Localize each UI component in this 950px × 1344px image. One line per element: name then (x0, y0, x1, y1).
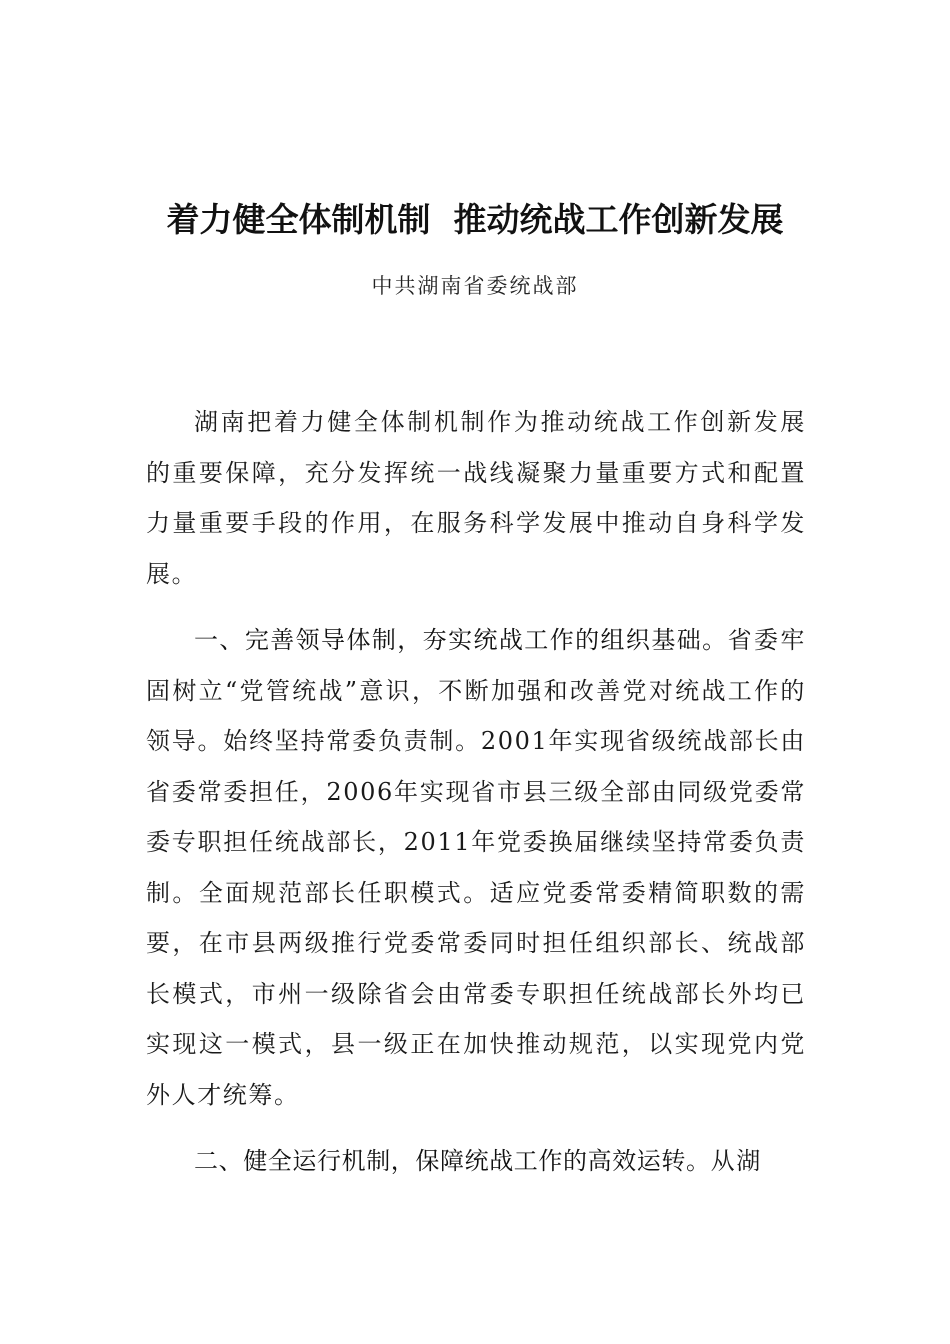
section-1-paragraph (146, 615, 806, 1120)
document-body (146, 397, 806, 1203)
section-1-text: 省委牢固树立“党管统战”意识，不断加强和改善党对统战工作的领导。始终坚持常委负责制。2001年实现省级统战部长由省委常委担任，2006年实现省市县三级全部由同级党委常委专职担任统战部长，2011年党委换届继续坚持常委负责制。全面规范部长任职模式。适应党委常委精简职数的需要，在市县两级推行党委常委同时担任组织部长、统战部长模式，市州一级除省会由常委专职担任统战部长外均已实现这一模式，县一级正在加快推动规范，以实现党内党外人才统筹。 (146, 626, 806, 1109)
document-title: 着力健全体制机制 推动统战工作创新发展 (166, 200, 784, 239)
document-author: 中共湖南省委统战部 (371, 274, 579, 298)
intro-paragraph: 湖南把着力健全体制机制作为推动统战工作创新发展的重要保障，充分发挥统一战线凝聚力量重要方式和配置力量重要手段的作用，在服务科学发展中推动自身科学发展。 (146, 408, 806, 588)
section-2-heading: 二、健全运行机制，保障统战工作的高效运转。 (194, 1147, 711, 1175)
section-2-text: 从湖 (710, 1147, 762, 1175)
section-1-heading: 一、完善领导体制，夯实统战工作的组织基础。 (194, 626, 728, 654)
section-2-paragraph (146, 1136, 806, 1187)
